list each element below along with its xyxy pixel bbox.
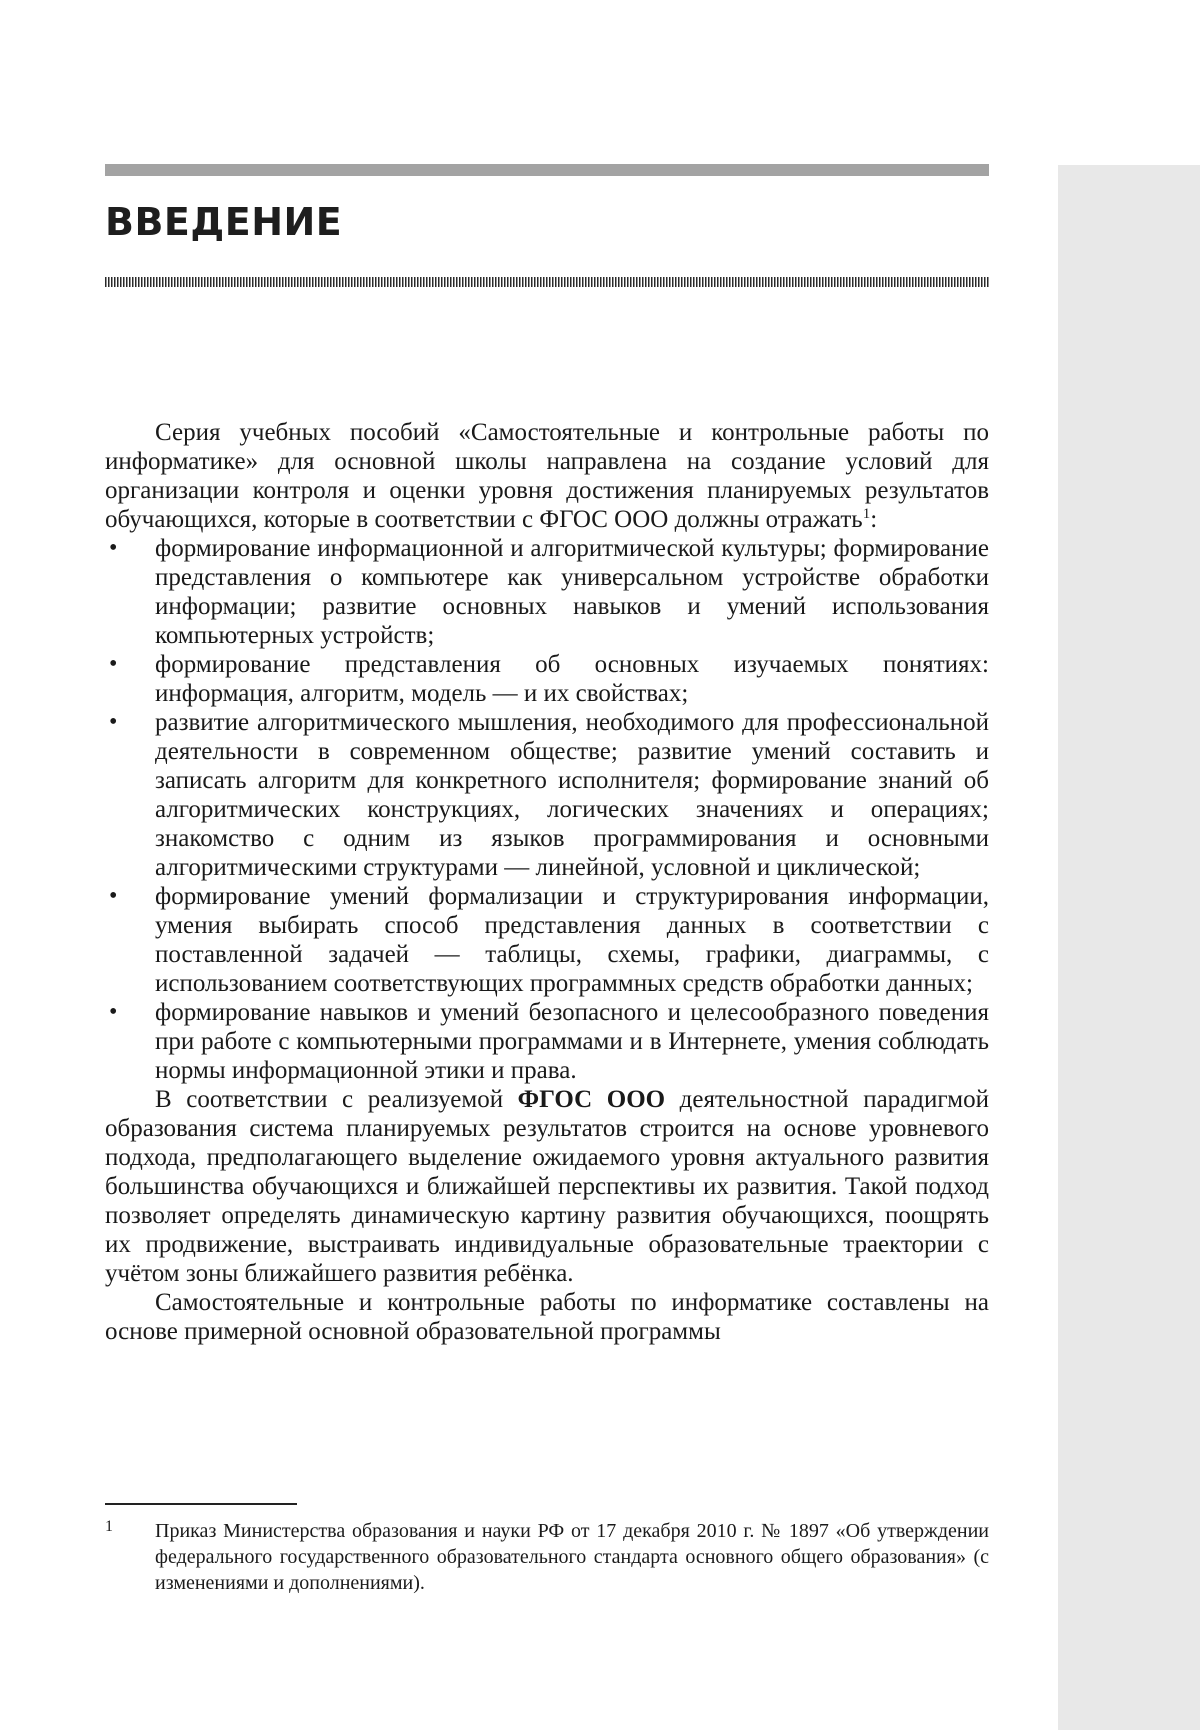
second-paragraph-rest: деятельностной парадигмой образования система планируемых результатов строится на основе уровневого подхода, предполагающего выделение ожидаемого уровня актуального развития большинства обучающихся и ближайшей перспективы их развития. Такой подход позволяет определять динамическую картину развития обучающихся, поощрять их продвижение, выстраивать индивидуальные образовательные траектории с учётом зоны ближайшего развития ребёнка. bbox=[105, 1086, 989, 1287]
side-margin-strip bbox=[1058, 165, 1200, 1730]
chapter-title: ВВЕДЕНИЕ bbox=[105, 200, 343, 244]
list-item-text: формирование информационной и алгоритмической культуры; формирование представления о компьютере как универсальном устройстве обработки информации; развитие основных навыков и умений использования компьютерных устройств; bbox=[155, 535, 989, 649]
footnote-separator bbox=[105, 1503, 297, 1505]
bullet-icon: • bbox=[109, 709, 118, 735]
third-paragraph: Самостоятельные и контрольные работы по информатике составлены на основе примерной основной образовательной программы bbox=[105, 1289, 989, 1345]
list-item bbox=[105, 998, 989, 1085]
footnote-mark: 1 bbox=[105, 1518, 113, 1535]
list-item bbox=[105, 534, 989, 650]
footnote bbox=[105, 1518, 989, 1596]
intro-paragraph bbox=[105, 418, 989, 534]
list-item bbox=[105, 882, 989, 998]
bullet-icon: • bbox=[109, 999, 118, 1025]
intro-tail: : bbox=[870, 506, 878, 533]
second-paragraph-start: В соответствии с реализуемой bbox=[155, 1086, 518, 1113]
bullet-icon: • bbox=[109, 883, 118, 909]
bullet-icon: • bbox=[109, 651, 118, 677]
intro-text: Серия учебных пособий «Самостоятельные и контрольные работы по информатике» для основной школы направлена на создание условий для организации контроля и оценки уровня достижения планируемых результатов обучающихся, которые в соответствии с ФГОС ООО должны отражать bbox=[105, 419, 989, 533]
body-text bbox=[105, 418, 989, 1346]
list-item-text: развитие алгоритмического мышления, необходимого для профессиональной деятельности в современном обществе; развитие умений составить и записать алгоритм для конкретного исполнителя; формирование знаний об алгоритмических конструкциях, логических значениях и операциях; знакомство с одним из языков программирования и основными алгоритмическими структурами — линейной, условной и циклической; bbox=[155, 709, 989, 881]
second-paragraph bbox=[105, 1085, 989, 1288]
footnote-text: Приказ Министерства образования и науки РФ от 17 декабря 2010 г. № 1897 «Об утверждении федерального государственного образовательного стандарта основного общего образования» (с изменениями и дополнениями). bbox=[155, 1520, 989, 1594]
bullet-icon: • bbox=[109, 535, 118, 561]
list-item-text: формирование представления об основных изучаемых понятиях: информация, алгоритм, модель — и их свойствах; bbox=[155, 651, 989, 707]
list-item-text: формирование умений формализации и структурирования информации, умения выбирать способ представления данных в соответствии с поставленной задачей — таблицы, схемы, графики, диаграммы, с использованием соответствующих программных средств обработки данных; bbox=[155, 883, 989, 997]
list-item bbox=[105, 708, 989, 882]
bullet-list bbox=[105, 534, 989, 1085]
footnote-reference[interactable]: 1 bbox=[862, 506, 871, 522]
list-item bbox=[105, 650, 989, 708]
chapter-top-rule bbox=[105, 164, 989, 176]
chapter-dotted-rule bbox=[105, 277, 989, 287]
list-item-text: формирование навыков и умений безопасного и целесообразного поведения при работе с компьютерными программами и в Интернете, умения соблюдать нормы информационной этики и права. bbox=[155, 999, 989, 1084]
standard-emphasis: ФГОС ООО bbox=[517, 1086, 666, 1113]
